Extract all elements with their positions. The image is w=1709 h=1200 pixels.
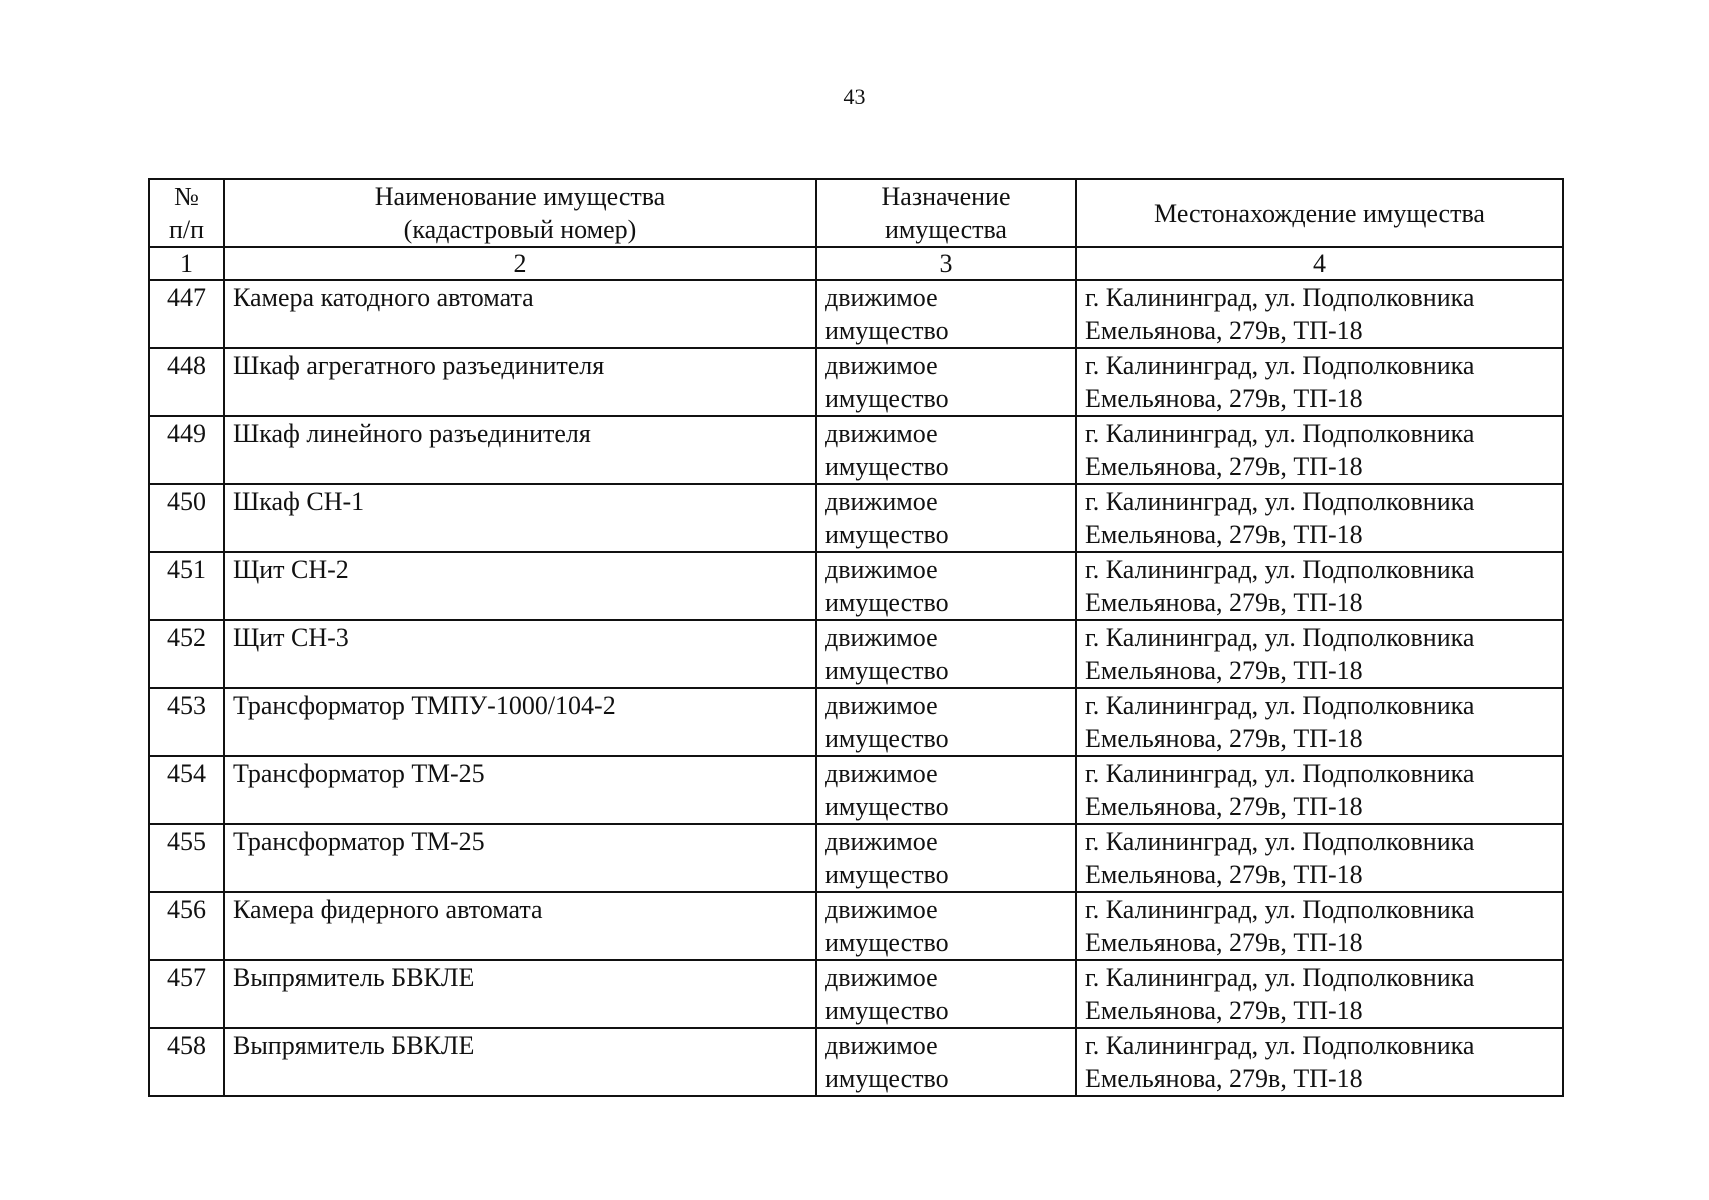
- property-location: [1076, 416, 1563, 484]
- location-line-2: Емельянова, 279в, ТП-18: [1085, 860, 1363, 889]
- location-line-1: г. Калининград, ул. Подполковника: [1085, 895, 1475, 924]
- purpose-line-2: имущество: [825, 996, 949, 1025]
- column-number: 4: [1076, 247, 1563, 280]
- table-body: [149, 280, 1563, 1096]
- header-no-line-2: п/п: [168, 215, 205, 244]
- purpose-line-2: имущество: [825, 724, 949, 753]
- row-number: 452: [149, 620, 224, 688]
- header-purpose: [816, 179, 1076, 247]
- property-purpose: [816, 892, 1076, 960]
- table-row: [149, 892, 1563, 960]
- location-line-2: Емельянова, 279в, ТП-18: [1085, 724, 1363, 753]
- header-no: [149, 179, 224, 247]
- column-number: 2: [224, 247, 816, 280]
- purpose-line-1: движимое: [825, 283, 938, 312]
- row-number: 447: [149, 280, 224, 348]
- property-purpose: [816, 824, 1076, 892]
- location-line-1: г. Калининград, ул. Подполковника: [1085, 555, 1475, 584]
- location-line-1: г. Калининград, ул. Подполковника: [1085, 283, 1475, 312]
- location-line-1: г. Калининград, ул. Подполковника: [1085, 351, 1475, 380]
- property-name: Шкаф агрегатного разъединителя: [224, 348, 816, 416]
- property-purpose: [816, 552, 1076, 620]
- location-line-2: Емельянова, 279в, ТП-18: [1085, 1064, 1363, 1093]
- purpose-line-1: движимое: [825, 351, 938, 380]
- row-number: 457: [149, 960, 224, 1028]
- table-row: [149, 484, 1563, 552]
- property-location: [1076, 892, 1563, 960]
- table-row: [149, 416, 1563, 484]
- table-header: [149, 179, 1563, 280]
- property-location: [1076, 484, 1563, 552]
- property-name: Шкаф линейного разъединителя: [224, 416, 816, 484]
- property-location: [1076, 280, 1563, 348]
- location-line-2: Емельянова, 279в, ТП-18: [1085, 520, 1363, 549]
- purpose-line-1: движимое: [825, 555, 938, 584]
- property-purpose: [816, 280, 1076, 348]
- purpose-line-1: движимое: [825, 623, 938, 652]
- property-purpose: [816, 688, 1076, 756]
- purpose-line-1: движимое: [825, 487, 938, 516]
- header-no-line-1: №: [174, 182, 199, 211]
- row-number: 450: [149, 484, 224, 552]
- purpose-line-2: имущество: [825, 860, 949, 889]
- property-name: Выпрямитель БВКЛЕ: [224, 1028, 816, 1096]
- location-line-1: г. Калининград, ул. Подполковника: [1085, 487, 1475, 516]
- table-row: [149, 1028, 1563, 1096]
- row-number: 455: [149, 824, 224, 892]
- header-location: [1076, 179, 1563, 247]
- column-number: 1: [149, 247, 224, 280]
- purpose-line-1: движимое: [825, 963, 938, 992]
- purpose-line-2: имущество: [825, 656, 949, 685]
- location-line-1: г. Калининград, ул. Подполковника: [1085, 419, 1475, 448]
- purpose-line-1: движимое: [825, 759, 938, 788]
- property-location: [1076, 824, 1563, 892]
- page-number: 43: [843, 84, 866, 109]
- header-purpose-line-1: Назначение: [881, 182, 1011, 211]
- property-name: Трансформатор ТМ-25: [224, 824, 816, 892]
- row-number: 456: [149, 892, 224, 960]
- purpose-line-2: имущество: [825, 588, 949, 617]
- property-name: Выпрямитель БВКЛЕ: [224, 960, 816, 1028]
- property-location: [1076, 552, 1563, 620]
- location-line-1: г. Калининград, ул. Подполковника: [1085, 1031, 1475, 1060]
- row-number: 453: [149, 688, 224, 756]
- purpose-line-2: имущество: [825, 1064, 949, 1093]
- property-location: [1076, 620, 1563, 688]
- column-number-row: [149, 247, 1563, 280]
- property-name: Трансформатор ТМПУ-1000/104-2: [224, 688, 816, 756]
- property-purpose: [816, 756, 1076, 824]
- property-purpose: [816, 960, 1076, 1028]
- property-name: Трансформатор ТМ-25: [224, 756, 816, 824]
- row-number: 454: [149, 756, 224, 824]
- header-purpose-line-2: имущества: [885, 215, 1007, 244]
- purpose-line-1: движимое: [825, 419, 938, 448]
- row-number: 448: [149, 348, 224, 416]
- property-purpose: [816, 416, 1076, 484]
- table-row: [149, 824, 1563, 892]
- purpose-line-1: движимое: [825, 895, 938, 924]
- location-line-1: г. Калининград, ул. Подполковника: [1085, 623, 1475, 652]
- property-purpose: [816, 348, 1076, 416]
- header-location-line-1: Местонахождение имущества: [1154, 198, 1485, 228]
- header-row: [149, 179, 1563, 247]
- location-line-2: Емельянова, 279в, ТП-18: [1085, 792, 1363, 821]
- purpose-line-2: имущество: [825, 928, 949, 957]
- purpose-line-1: движимое: [825, 1031, 938, 1060]
- header-name-line-1: Наименование имущества: [374, 182, 666, 211]
- property-table: [148, 178, 1564, 1097]
- property-location: [1076, 960, 1563, 1028]
- table-row: [149, 960, 1563, 1028]
- location-line-1: г. Калининград, ул. Подполковника: [1085, 691, 1475, 720]
- purpose-line-2: имущество: [825, 384, 949, 413]
- location-line-2: Емельянова, 279в, ТП-18: [1085, 656, 1363, 685]
- property-purpose: [816, 620, 1076, 688]
- property-purpose: [816, 484, 1076, 552]
- location-line-2: Емельянова, 279в, ТП-18: [1085, 996, 1363, 1025]
- property-location: [1076, 688, 1563, 756]
- row-number: 451: [149, 552, 224, 620]
- table-row: [149, 756, 1563, 824]
- header-name-line-2: (кадастровый номер): [403, 215, 637, 244]
- column-number: 3: [816, 247, 1076, 280]
- table-row: [149, 620, 1563, 688]
- table-row: [149, 688, 1563, 756]
- table-row: [149, 348, 1563, 416]
- location-line-1: г. Калининград, ул. Подполковника: [1085, 963, 1475, 992]
- row-number: 458: [149, 1028, 224, 1096]
- purpose-line-2: имущество: [825, 316, 949, 345]
- location-line-2: Емельянова, 279в, ТП-18: [1085, 452, 1363, 481]
- purpose-line-1: движимое: [825, 691, 938, 720]
- property-name: Шкаф СН-1: [224, 484, 816, 552]
- property-name: Камера фидерного автомата: [224, 892, 816, 960]
- purpose-line-1: движимое: [825, 827, 938, 856]
- property-name: Щит СН-3: [224, 620, 816, 688]
- property-location: [1076, 756, 1563, 824]
- purpose-line-2: имущество: [825, 792, 949, 821]
- row-number: 449: [149, 416, 224, 484]
- location-line-2: Емельянова, 279в, ТП-18: [1085, 928, 1363, 957]
- purpose-line-2: имущество: [825, 452, 949, 481]
- table-row: [149, 280, 1563, 348]
- property-name: Щит СН-2: [224, 552, 816, 620]
- property-location: [1076, 1028, 1563, 1096]
- purpose-line-2: имущество: [825, 520, 949, 549]
- property-name: Камера катодного автомата: [224, 280, 816, 348]
- location-line-1: г. Калининград, ул. Подполковника: [1085, 827, 1475, 856]
- location-line-2: Емельянова, 279в, ТП-18: [1085, 316, 1363, 345]
- property-purpose: [816, 1028, 1076, 1096]
- location-line-1: г. Калининград, ул. Подполковника: [1085, 759, 1475, 788]
- location-line-2: Емельянова, 279в, ТП-18: [1085, 588, 1363, 617]
- header-name: [224, 179, 816, 247]
- property-location: [1076, 348, 1563, 416]
- table-row: [149, 552, 1563, 620]
- location-line-2: Емельянова, 279в, ТП-18: [1085, 384, 1363, 413]
